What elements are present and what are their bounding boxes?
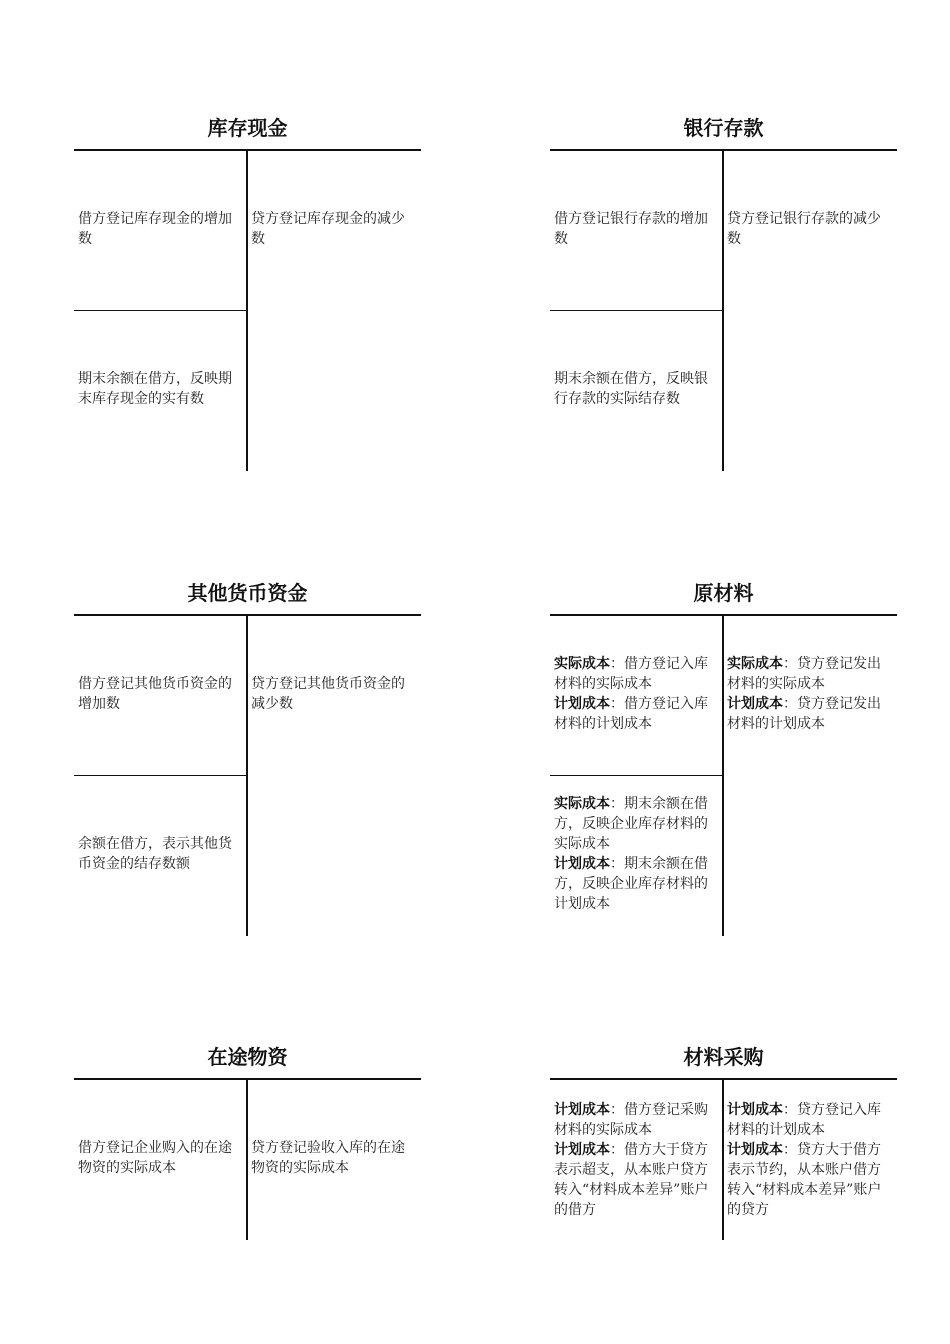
- t-account: [74, 149, 421, 471]
- account-bank-deposit: [550, 113, 897, 471]
- t-vertical-line: [246, 151, 248, 471]
- credit-cell: 贷方登记验收入库的在途物资的实际成本: [251, 1140, 405, 1176]
- balance-cell: 期末余额在借方，反映期末库存现金的实有数: [78, 371, 232, 407]
- t-account: [74, 1078, 421, 1240]
- balance-cell: 余额在借方，表示其他货币资金的结存数额: [78, 836, 232, 872]
- t-vertical-line: [246, 1080, 248, 1240]
- account-title: 在途物资: [207, 1045, 288, 1069]
- credit-cell: [727, 1100, 893, 1220]
- t-vertical-line: [722, 616, 724, 936]
- t-account: [550, 614, 897, 936]
- credit-actual-label: 实际成本: [727, 656, 783, 672]
- account-materials-in-transit: [74, 1042, 421, 1240]
- debit-actual-label: 实际成本: [554, 656, 610, 672]
- credit-plan-text: ：贷方登记发出材料的计划成本: [727, 696, 881, 732]
- account-title: 银行存款: [683, 116, 764, 140]
- balance-cell: [554, 794, 718, 914]
- balance-actual-label: 实际成本: [554, 796, 610, 812]
- credit-cell: 贷方登记其他货币资金的减少数: [251, 676, 405, 712]
- t-vertical-line: [722, 151, 724, 471]
- debit-cell: 借方登记库存现金的增加数: [78, 211, 232, 247]
- account-title: 其他货币资金: [187, 581, 308, 605]
- account-other-monetary-funds: [74, 578, 421, 936]
- t-horizontal-line: [74, 775, 246, 776]
- account-title: 原材料: [693, 581, 754, 605]
- debit-cell: 借方登记其他货币资金的增加数: [78, 676, 232, 712]
- debit-cell: [554, 1100, 718, 1220]
- account-raw-materials: [550, 578, 897, 936]
- debit-1-text: ：借方登记采购材料的实际成本: [554, 1102, 708, 1138]
- debit-plan-label: 计划成本: [554, 696, 610, 712]
- credit-cell: 贷方登记库存现金的减少数: [251, 211, 405, 247]
- debit-1-label: 计划成本: [554, 1102, 610, 1118]
- credit-2-label: 计划成本: [727, 1142, 783, 1158]
- t-horizontal-line: [550, 310, 722, 311]
- debit-cell: 借方登记企业购入的在途物资的实际成本: [78, 1140, 232, 1176]
- account-title: 材料采购: [683, 1045, 764, 1069]
- credit-cell: [727, 654, 893, 734]
- t-vertical-line: [722, 1080, 724, 1240]
- credit-plan-label: 计划成本: [727, 696, 783, 712]
- debit-cell: [554, 654, 718, 734]
- credit-actual-text: ：贷方登记发出材料的实际成本: [727, 656, 881, 692]
- debit-cell: 借方登记银行存款的增加数: [554, 211, 708, 247]
- t-horizontal-line: [74, 310, 246, 311]
- account-title: 库存现金: [207, 116, 288, 140]
- debit-2-text: ：借方大于贷方表示超支，从本账户贷方转入“材料成本差异”账户的借方: [554, 1142, 709, 1218]
- t-account: [74, 614, 421, 936]
- account-material-procurement: [550, 1042, 897, 1240]
- credit-1-text: ：贷方登记入库材料的计划成本: [727, 1102, 881, 1138]
- account-cash: [74, 113, 421, 471]
- t-horizontal-line: [550, 775, 722, 776]
- credit-cell: 贷方登记银行存款的减少数: [727, 211, 881, 247]
- t-account: [550, 149, 897, 471]
- debit-2-label: 计划成本: [554, 1142, 610, 1158]
- credit-2-text: ：贷方大于借方表示节约，从本账户借方转入“材料成本差异”账户的贷方: [727, 1142, 882, 1218]
- t-vertical-line: [246, 616, 248, 936]
- balance-actual-text: ：期末余额在借方，反映企业库存材料的实际成本: [554, 796, 708, 852]
- balance-plan-text: ：期末余额在借方，反映企业库存材料的计划成本: [554, 856, 708, 912]
- debit-actual-text: ：借方登记入库材料的实际成本: [554, 656, 708, 692]
- credit-1-label: 计划成本: [727, 1102, 783, 1118]
- balance-cell: 期末余额在借方，反映银行存款的实际结存数: [554, 371, 708, 407]
- balance-plan-label: 计划成本: [554, 856, 610, 872]
- t-account: [550, 1078, 897, 1240]
- debit-plan-text: ：借方登记入库材料的计划成本: [554, 696, 708, 732]
